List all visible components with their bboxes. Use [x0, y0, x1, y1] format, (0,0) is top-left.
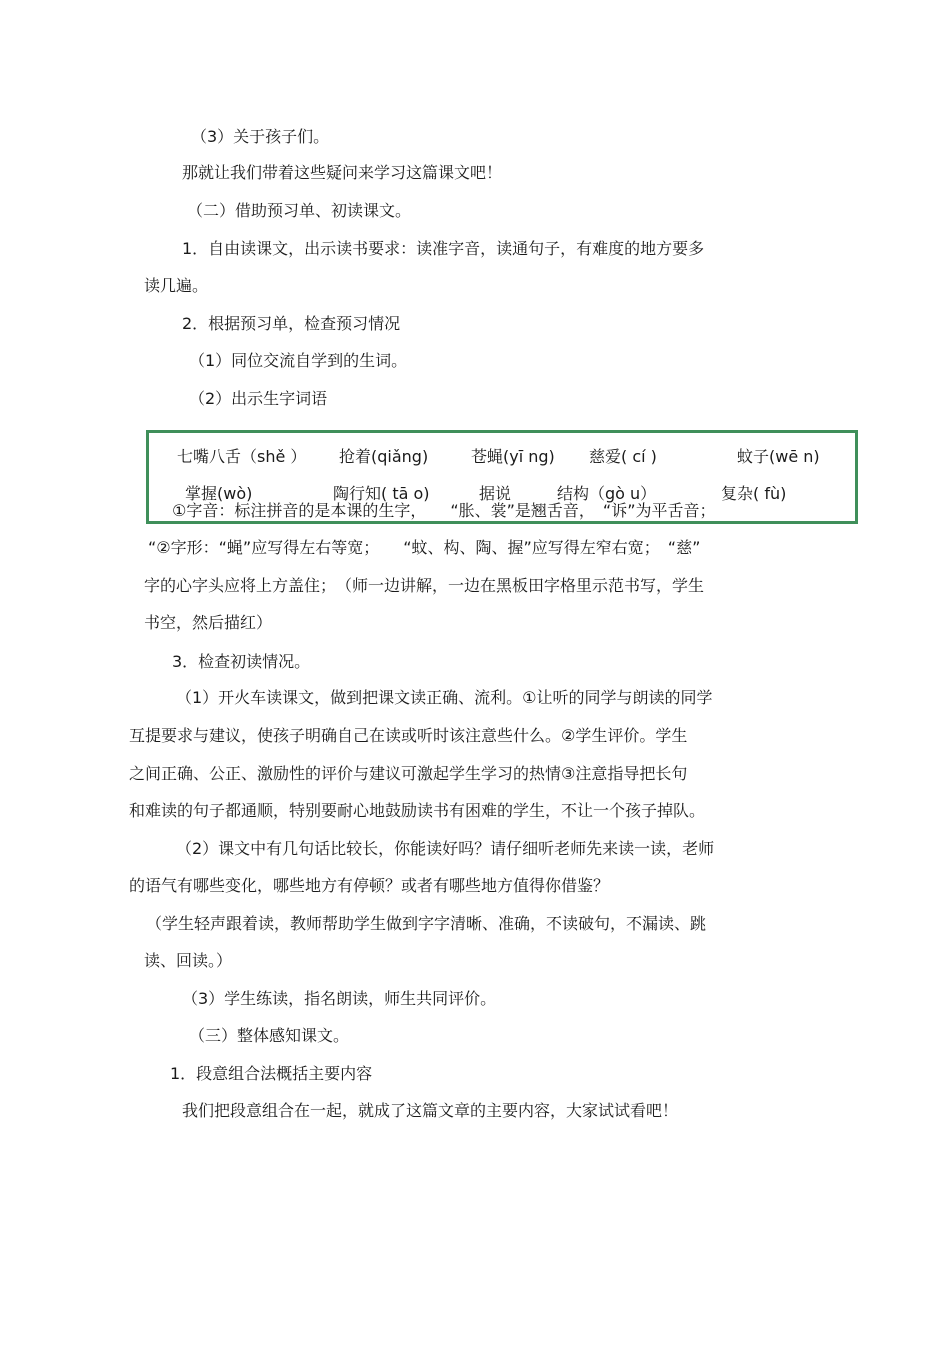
- text-line: ①字音：标注拼音的是本课的生字， “胀、裳”是翘舌音， “诉”为平舌音；: [172, 501, 716, 520]
- text-line: 书空，然后描红）: [144, 613, 273, 632]
- vocab-word: 复杂( fù): [721, 484, 787, 503]
- text-line: （2）课文中有几句话比较长，你能读好吗？请仔细听老师先来读一读，老师: [176, 839, 715, 858]
- vocab-word: 据说: [479, 484, 512, 503]
- text-line: 字的心字头应将上方盖住； （师一边讲解，一边在黑板田字格里示范书写，学生: [144, 576, 705, 595]
- vocab-word: 七嘴八舌（shě ）: [177, 447, 307, 466]
- section-heading: （三）整体感知课文。: [189, 1026, 350, 1045]
- text-line: 读几遍。: [144, 276, 209, 295]
- text-line: 互提要求与建议，使孩子明确自己在读或听时该注意些什么。②学生评价。学生: [129, 726, 688, 745]
- text-line: 我们把段意组合在一起，就成了这篇文章的主要内容，大家试试看吧！: [182, 1101, 679, 1120]
- text-line: （学生轻声跟着读，教师帮助学生做到字字清晰、准确，不读破句，不漏读、跳: [146, 914, 707, 933]
- text-line: 和难读的句子都通顺，特别要耐心地鼓励读书有困难的学生，不让一个孩子掉队。: [129, 801, 706, 820]
- text-line: 那就让我们带着这些疑问来学习这篇课文吧！: [182, 163, 503, 182]
- vocab-word: 陶行知( tā o): [333, 484, 430, 503]
- text-line: 3．检查初读情况。: [172, 652, 311, 671]
- text-line: 1．自由读课文，出示读书要求：读准字音，读通句子，有难度的地方要多: [182, 239, 705, 258]
- text-line: 的语气有哪些变化，哪些地方有停顿？或者有哪些地方值得你借鉴？: [129, 876, 610, 895]
- vocab-word: 蚊子(wē n): [737, 447, 820, 466]
- text-line: 之间正确、公正、激励性的评价与建议可激起学生学习的热情③注意指导把长句: [129, 764, 688, 783]
- text-line: （2）出示生字词语: [189, 389, 328, 408]
- text-line: （3）学生练读，指名朗读，师生共同评价。: [182, 989, 497, 1008]
- vocab-word: 慈爱( cí ): [589, 447, 657, 466]
- text-line: 2．根据预习单，检查预习情况: [182, 314, 401, 333]
- text-line: （3）关于孩子们。: [191, 127, 330, 146]
- vocab-word: 苍蝇(yī ng): [471, 447, 555, 466]
- text-line: “②字形：“蝇”应写得左右等宽； “蚊、构、陶、握”应写得左窄右宽； “慈”: [148, 538, 701, 557]
- text-line: 读、回读。）: [144, 951, 233, 970]
- vocab-word: 结构（gò u）: [557, 484, 657, 503]
- vocab-word: 抢着(qiǎng): [339, 447, 429, 466]
- vocab-word: 掌握(wò): [185, 484, 253, 503]
- section-heading: （二）借助预习单、初读课文。: [187, 201, 412, 220]
- text-line: （1）同位交流自学到的生词。: [189, 351, 408, 370]
- text-line: （1）开火车读课文，做到把课文读正确、流利。①让听的同学与朗读的同学: [176, 688, 713, 707]
- text-line: 1．段意组合法概括主要内容: [170, 1064, 373, 1083]
